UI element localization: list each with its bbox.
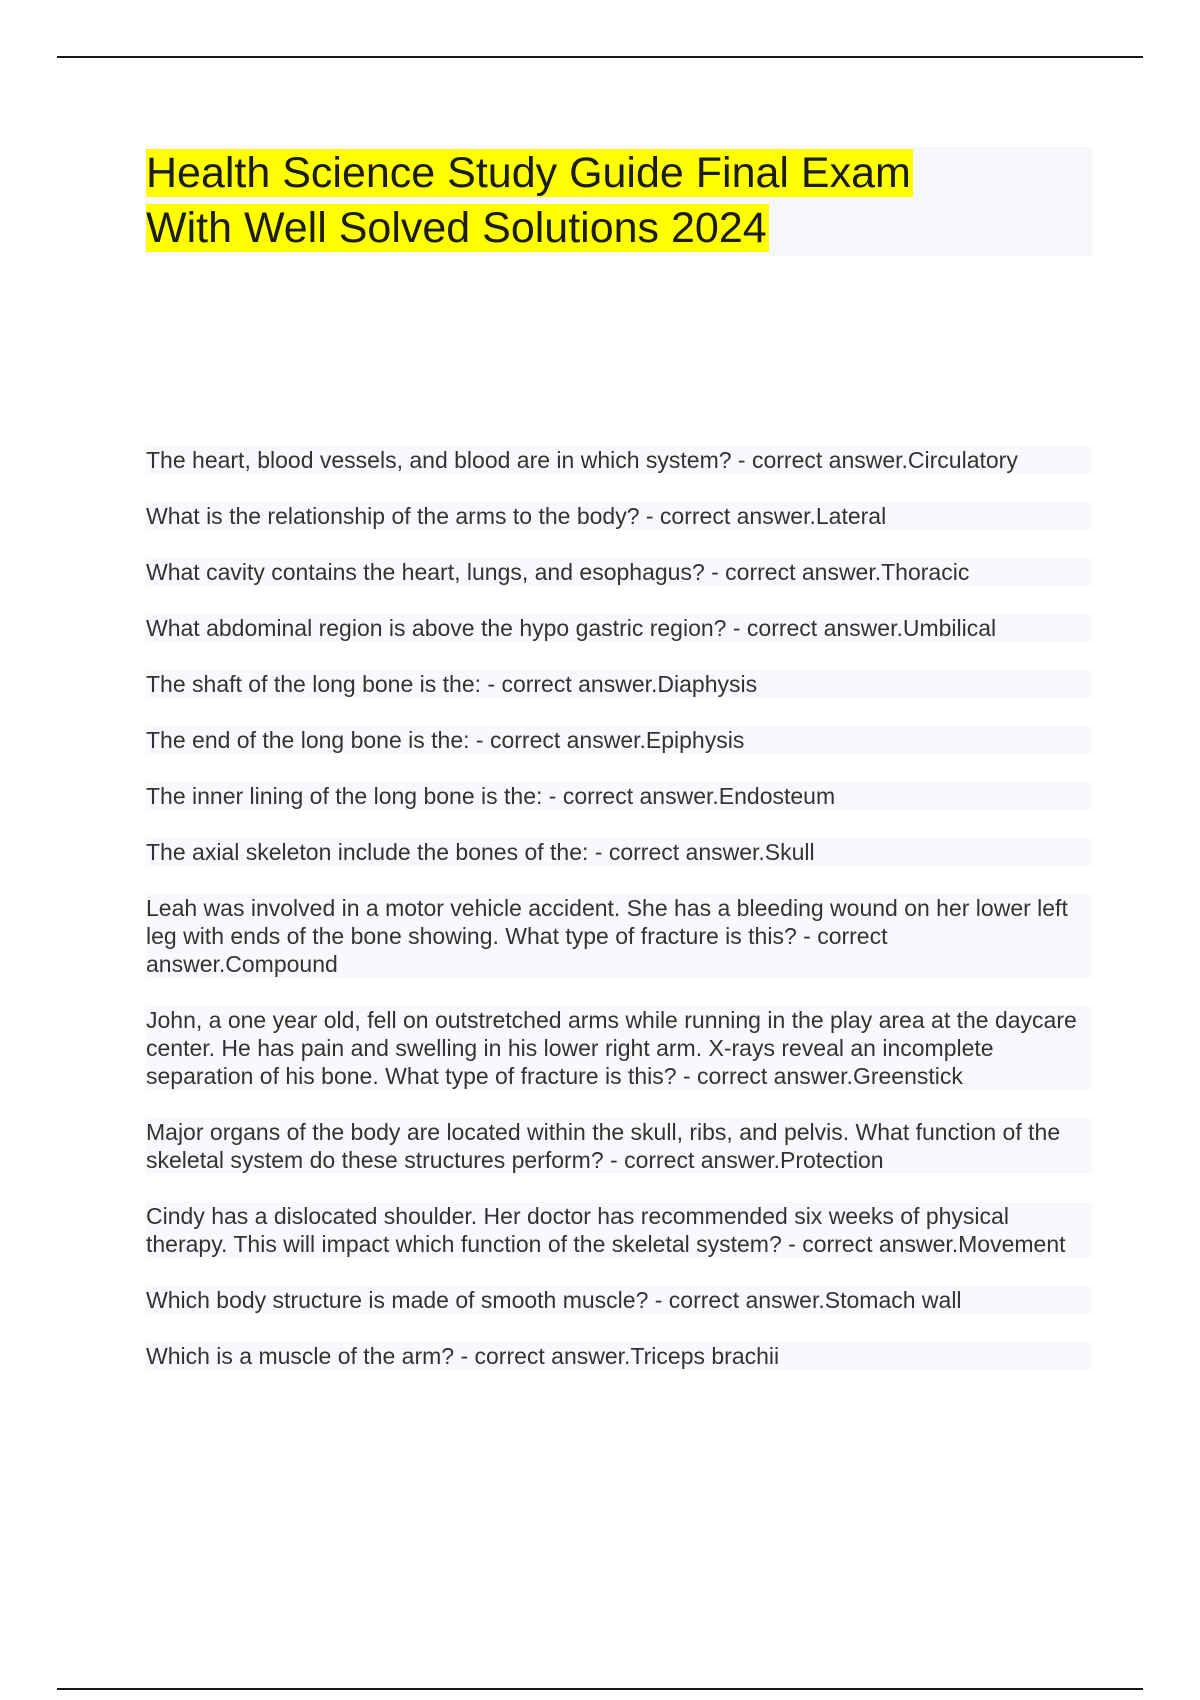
qa-item-6: The end of the long bone is the: - correct answer.Epiphysis xyxy=(146,726,1092,754)
qa-item-5: The shaft of the long bone is the: - correct answer.Diaphysis xyxy=(146,670,1092,698)
qa-item-3: What cavity contains the heart, lungs, and esophagus? - correct answer.Thoracic xyxy=(146,558,1092,586)
qa-item-2: What is the relationship of the arms to the body? - correct answer.Lateral xyxy=(146,502,1092,530)
qa-item-14: Which is a muscle of the arm? - correct answer.Triceps brachii xyxy=(146,1342,1092,1370)
qa-item-8: The axial skeleton include the bones of the: - correct answer.Skull xyxy=(146,838,1092,866)
top-rule xyxy=(57,56,1143,58)
qa-item-1: The heart, blood vessels, and blood are in which system? - correct answer.Circulatory xyxy=(146,446,1092,474)
title-line-1: Health Science Study Guide Final Exam xyxy=(146,149,911,197)
qa-item-12: Cindy has a dislocated shoulder. Her doctor has recommended six weeks of physical therapy. This will impact which function of the skeletal system? - correct answer.Movement xyxy=(146,1202,1092,1258)
qa-item-9: Leah was involved in a motor vehicle accident. She has a bleeding wound on her lower left leg with ends of the bone showing. What type of fracture is this? - correct answer.Compound xyxy=(146,894,1092,978)
qa-list xyxy=(146,446,1092,1398)
title-line-2: With Well Solved Solutions 2024 xyxy=(146,204,767,252)
qa-item-10: John, a one year old, fell on outstretched arms while running in the play area at the daycare center. He has pain and swelling in his lower right arm. X-rays reveal an incomplete separation of his bone. What type of fracture is this? - correct answer.Greenstick xyxy=(146,1006,1092,1090)
title-block xyxy=(146,146,1092,256)
document-title xyxy=(146,146,1092,256)
qa-item-7: The inner lining of the long bone is the: - correct answer.Endosteum xyxy=(146,782,1092,810)
bottom-rule xyxy=(57,1688,1143,1690)
qa-item-13: Which body structure is made of smooth muscle? - correct answer.Stomach wall xyxy=(146,1286,1092,1314)
qa-item-4: What abdominal region is above the hypo gastric region? - correct answer.Umbilical xyxy=(146,614,1092,642)
qa-item-11: Major organs of the body are located within the skull, ribs, and pelvis. What function of the skeletal system do these structures perform? - correct answer.Protection xyxy=(146,1118,1092,1174)
